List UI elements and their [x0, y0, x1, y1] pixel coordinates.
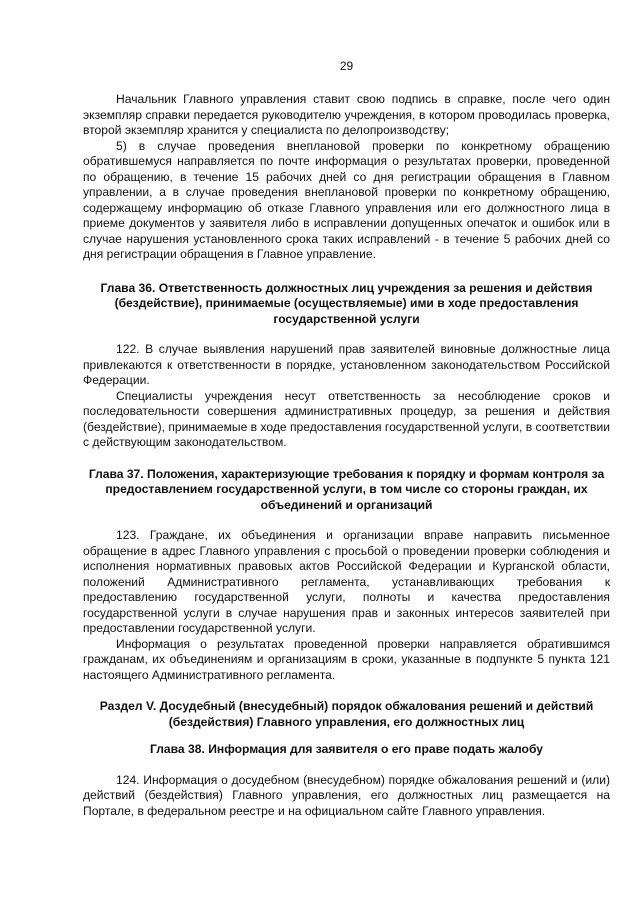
chapter-38-heading: Глава 38. Информация для заявителя о его праве подать жалобу	[150, 742, 543, 756]
paragraph-123: 123. Граждане, их объединения и организации вправе направить письменное обращение в адрес Главного управления с просьбой о проведении проверки соблюдения и исполнения нормативных правовых актов Российской Федерации и Курганской области, положений Административного регламента, устанавливающих требования к предоставлению государственной услуги, полноты и качества предоставления государственной услуги в случае нарушения прав и законных интересов заявителей при предоставлении государственной услуги.	[83, 528, 610, 635]
chapter-36-heading: Глава 36. Ответственность должностных лиц учреждения за решения и действия (бездействие), принимаемые (осуществляемые) ими в ходе предоставления государственной услуги	[100, 280, 593, 326]
paragraph-signature: Начальник Главного управления ставит свою подпись в справке, после чего один экземпляр справки передается руководителю учреждения, в котором проводилась проверка, второй экземпляр хранится у специалиста по делопроизводству;	[83, 92, 610, 137]
paragraph-specialists-responsibility: Специалисты учреждения несут ответственность за несоблюдение сроков и последовательности совершения административных процедур, за решения и действия (бездействие), принимаемые в ходе предоставления государственной услуги, в соответствии с действующим законодательством.	[83, 388, 610, 449]
paragraph-122: 122. В случае выявления нарушений прав заявителей виновные должностные лица привлекаются к ответственности в порядке, установленном законодательством Российской Федерации.	[83, 342, 610, 387]
paragraph-inspection-results: Информация о результатах проведенной проверки направляется обратившимся гражданам, их объединениям и организациям в сроки, указанные в подпункте 5 пункта 121 настоящего Административного регламента.	[83, 636, 610, 682]
page-number: 29	[339, 59, 354, 73]
chapter-37-heading: Глава 37. Положения, характеризующие требования к порядку и формам контроля за предоставлением государственной услуги, в том числе со стороны граждан, их объединений и организаций	[88, 466, 605, 512]
paragraph-item-5: 5) в случае проведения внеплановой проверки по конкретному обращению обратившемуся направляется по почте информация о результатах проверки, проведенной по обращению, в течение 15 рабочих дней со дня регистрации обращения в Главном управлении, а в случае проведения внеплановой проверки по конкретному обращению, содержащему информацию об отказе Главного управления или его должностного лица в приеме документов у заявителя либо в исправлении допущенных опечаток и ошибок или в случае нарушения установленного срока таких исправлений - в течение 5 рабочих дней со дня регистрации обращения в Главное управление.	[83, 138, 610, 261]
paragraph-124: 124. Информация о досудебном (внесудебном) порядке обжалования решений и (или) действий (бездействия) Главного управления, его должностных лиц размещается на Портале, в федеральном реестре и на официальном сайте Главного управления.	[83, 772, 610, 818]
section-5-heading: Раздел V. Досудебный (внесудебный) порядок обжалования решений и действий (бездействия) Главного управления, его должностных лиц	[99, 699, 594, 729]
